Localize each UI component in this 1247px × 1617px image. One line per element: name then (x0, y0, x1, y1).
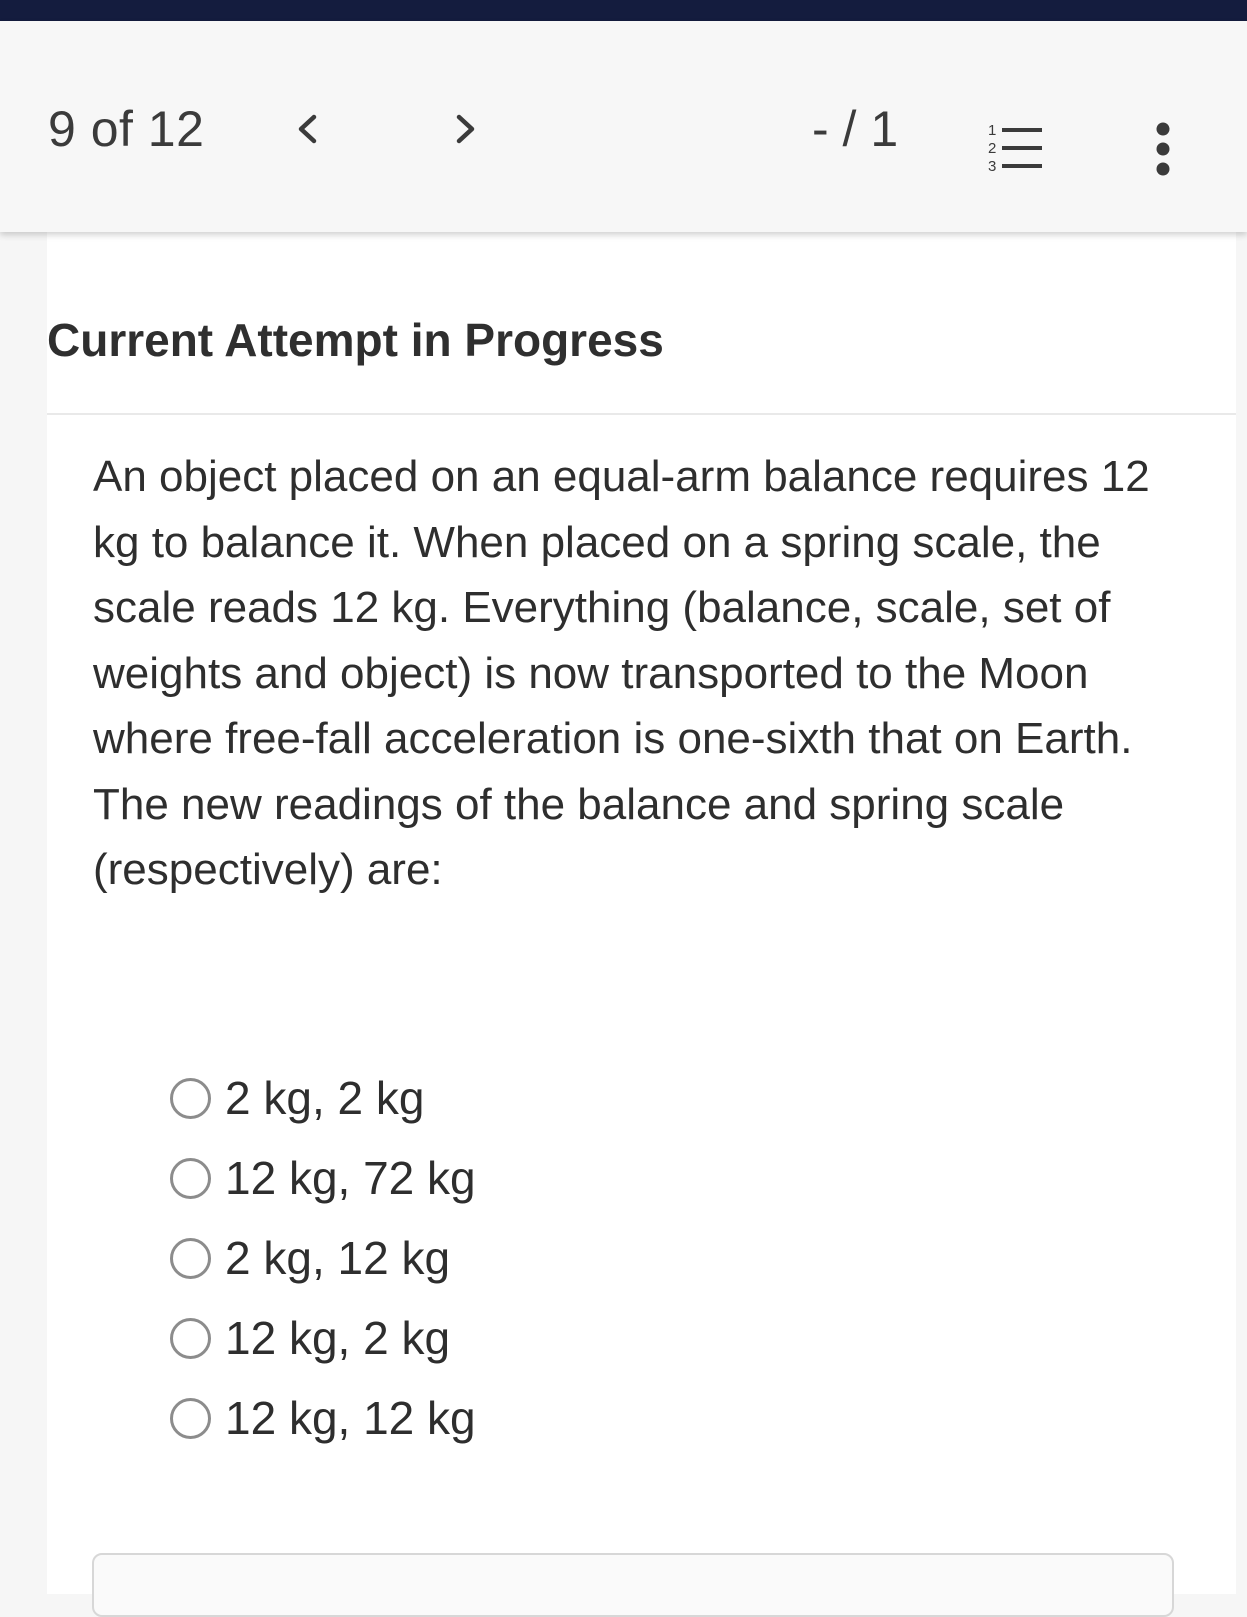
vertical-ellipsis-icon (1148, 121, 1178, 177)
chevron-right-icon (443, 107, 487, 151)
bottom-panel (92, 1553, 1174, 1617)
score-display: - / 1 (812, 101, 899, 157)
answer-option-4[interactable] (170, 1298, 476, 1378)
top-strip (0, 0, 1247, 21)
answer-options (170, 1058, 476, 1458)
list-number-2: 2 (988, 140, 997, 157)
more-options-button[interactable] (1148, 121, 1178, 177)
previous-question-button[interactable] (286, 107, 330, 151)
answer-option-label: 12 kg, 2 kg (225, 1312, 451, 1364)
next-question-button[interactable] (443, 107, 487, 151)
question-toolbar (0, 21, 1247, 232)
list-number-3: 3 (988, 158, 997, 175)
question-list-button[interactable] (986, 121, 1046, 175)
question-counter: 9 of 12 (48, 101, 205, 157)
answer-option-label: 2 kg, 12 kg (225, 1232, 451, 1284)
answer-option-2[interactable] (170, 1138, 476, 1218)
answer-option-1[interactable] (170, 1058, 476, 1138)
radio-button[interactable] (170, 1158, 211, 1199)
answer-option-label: 12 kg, 72 kg (225, 1152, 476, 1204)
numbered-list-icon (986, 121, 1046, 175)
radio-button[interactable] (170, 1318, 211, 1359)
answer-option-label: 12 kg, 12 kg (225, 1392, 476, 1444)
radio-button[interactable] (170, 1398, 211, 1439)
answer-option-label: 2 kg, 2 kg (225, 1072, 425, 1124)
answer-option-5[interactable] (170, 1378, 476, 1458)
question-text: An object placed on an equal-arm balance requires 12 kg to balance it. When placed on a spring scale, the scale reads 12 kg. Everything (balance, scale, set of weights and object) is now transported to the Moon where free-fall acceleration is one-sixth that on Earth. The new readings of the balance and spring scale (respectively) are: (93, 452, 1150, 894)
page-title: Current Attempt in Progress (47, 314, 664, 366)
question-panel (47, 232, 1236, 1594)
list-number-1: 1 (988, 122, 997, 139)
radio-button[interactable] (170, 1238, 211, 1279)
chevron-left-icon (286, 107, 330, 151)
answer-option-3[interactable] (170, 1218, 476, 1298)
title-divider (47, 413, 1236, 415)
radio-button[interactable] (170, 1078, 211, 1119)
